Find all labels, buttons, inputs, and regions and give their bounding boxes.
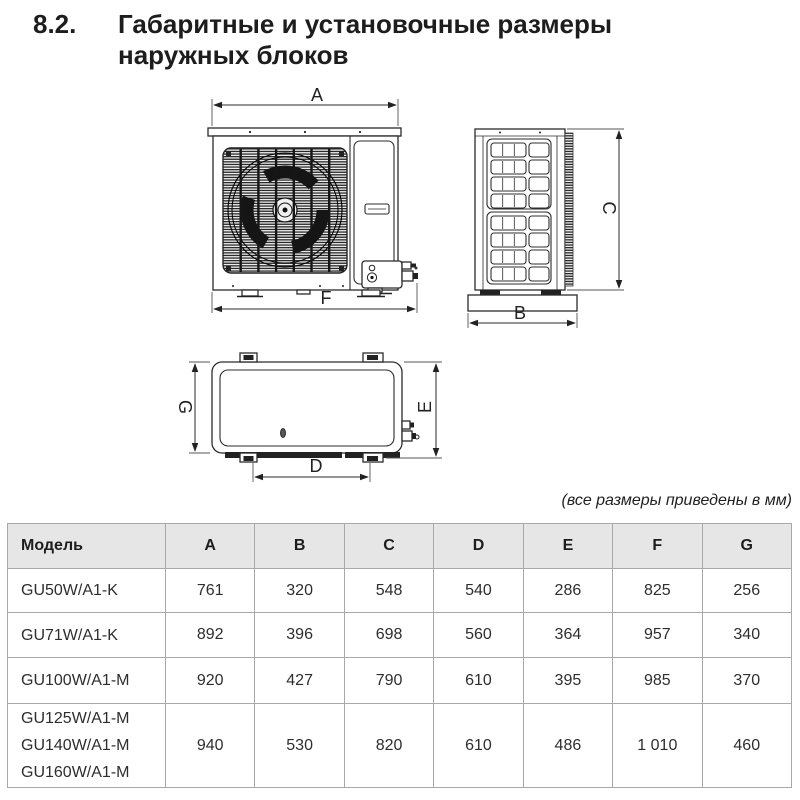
drain-plug bbox=[281, 429, 286, 438]
value-cell: 530 bbox=[255, 704, 344, 788]
value-cell: 610 bbox=[434, 658, 523, 704]
value-cell: 340 bbox=[702, 613, 791, 658]
header-cell-b: B bbox=[255, 524, 344, 569]
header-cell-f: F bbox=[613, 524, 702, 569]
dimension-drawings bbox=[0, 78, 800, 506]
value-cell: 560 bbox=[434, 613, 523, 658]
header-cell-d: D bbox=[434, 524, 523, 569]
header-cell-g: G bbox=[702, 524, 791, 569]
header-cell-model: Модель bbox=[8, 524, 166, 569]
value-cell: 892 bbox=[166, 613, 255, 658]
dimension-c bbox=[567, 129, 624, 290]
side-view bbox=[468, 129, 624, 328]
dim-label-d: D bbox=[309, 456, 323, 476]
units-note: (все размеры приведены в мм) bbox=[561, 492, 792, 509]
dimension-g bbox=[175, 362, 210, 453]
value-cell: 286 bbox=[523, 569, 612, 613]
value-cell: 427 bbox=[255, 658, 344, 704]
coil-fins bbox=[565, 133, 573, 286]
value-cell: 920 bbox=[166, 658, 255, 704]
table-row-gu50 bbox=[8, 569, 792, 613]
table-row-gu125-140-160 bbox=[8, 704, 792, 788]
value-cell: 320 bbox=[255, 569, 344, 613]
value-cell: 985 bbox=[613, 658, 702, 704]
value-cell: 460 bbox=[702, 704, 791, 788]
model-cell: GU71W/A1-K bbox=[8, 613, 166, 658]
header-cell-c: C bbox=[344, 524, 433, 569]
value-cell: 790 bbox=[344, 658, 433, 704]
dim-label-g: G bbox=[175, 399, 195, 415]
valve-assembly-top bbox=[402, 421, 419, 441]
front-view bbox=[208, 85, 418, 313]
table-row-gu71 bbox=[8, 613, 792, 658]
header-cell-a: A bbox=[166, 524, 255, 569]
value-cell: 820 bbox=[344, 704, 433, 788]
dim-label-c: C bbox=[599, 201, 619, 215]
header-cell-e: E bbox=[523, 524, 612, 569]
value-cell: 825 bbox=[613, 569, 702, 613]
value-cell: 548 bbox=[344, 569, 433, 613]
dim-label-b: B bbox=[513, 303, 527, 323]
model-cell: GU50W/A1-K bbox=[8, 569, 166, 613]
value-cell: 957 bbox=[613, 613, 702, 658]
table-header-row bbox=[8, 524, 792, 569]
top-view bbox=[175, 353, 442, 482]
value-cell: 370 bbox=[702, 658, 791, 704]
section-number: 8.2. bbox=[33, 9, 77, 39]
table-row-gu100 bbox=[8, 658, 792, 704]
section-title-line2: наружных блоков bbox=[118, 40, 349, 70]
value-cell: 256 bbox=[702, 569, 791, 613]
dim-label-a: A bbox=[310, 85, 324, 105]
dim-label-e: E bbox=[415, 400, 435, 414]
section-title-line1: Габаритные и установочные размеры bbox=[118, 9, 613, 39]
top-body bbox=[212, 362, 402, 453]
value-cell: 940 bbox=[166, 704, 255, 788]
valve-assembly-front bbox=[362, 261, 418, 294]
value-cell: 610 bbox=[434, 704, 523, 788]
model-cell: GU125W/A1-M GU140W/A1-M GU160W/A1-M bbox=[8, 704, 166, 788]
value-cell: 540 bbox=[434, 569, 523, 613]
section-title bbox=[118, 9, 612, 71]
value-cell: 395 bbox=[523, 658, 612, 704]
value-cell: 698 bbox=[344, 613, 433, 658]
dimension-a bbox=[212, 85, 398, 126]
value-cell: 486 bbox=[523, 704, 612, 788]
dimensions-table bbox=[7, 523, 792, 788]
value-cell: 761 bbox=[166, 569, 255, 613]
dim-label-f: F bbox=[320, 288, 332, 308]
fan-grille bbox=[223, 148, 347, 273]
model-cell: GU100W/A1-M bbox=[8, 658, 166, 704]
value-cell: 364 bbox=[523, 613, 612, 658]
value-cell: 1 010 bbox=[613, 704, 702, 788]
dimension-d bbox=[253, 456, 370, 482]
value-cell: 396 bbox=[255, 613, 344, 658]
